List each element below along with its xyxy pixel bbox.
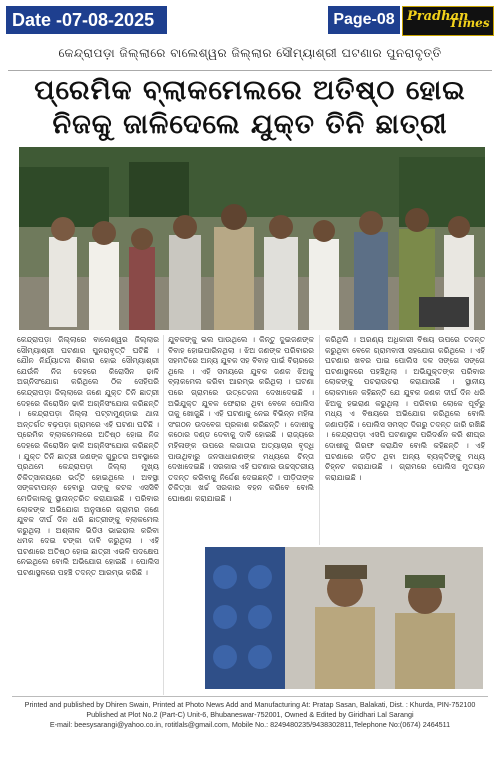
- headline-line-2: ନିଜକୁ ଜାଳିଦେଲେ ଯୁକ୍ତ ତିନି ଛାତ୍ରୀ: [52, 109, 448, 140]
- article-column-3: କରିଥିଲି । ଅରଣ୍ୟ ଅଧିକାରୀ ବିଷୟ ଉପରେ ତଦନ୍ତ କରୁଥିବା ବେଳେ ଗ୍ରାମବାସୀ ସହଯୋଗ କରିଥିଲେ । ଏହି ଘଟଣାର ଖବର ପାଇ ପୋଲିସ ଦଳ ସଙ୍ଗେ ସଙ୍ଗେ ଘଟଣାସ୍ଥଳରେ ପହଞ୍ଚିଥିଲା । ଅଭିଯୁକ୍ତଙ୍କ ପରିବାର ଲୋକଙ୍କୁ ପଚରାଉଚରା କରାଯାଉଛି । ସ୍ଥାନୀୟ ଲୋକମାନେ କହିଛନ୍ତି ଯେ ଯୁବକ ଜଣକ ଦୀର୍ଘ ଦିନ ଧରି ଝିଅକୁ ହଇରାଣ କରୁଥିଲା । ପରିବାର ଲୋକେ ପୂର୍ବରୁ ମଧ୍ୟ ଏ ବିଷୟରେ ଅଭିଯୋଗ କରିଥିଲେ ବୋଲି ଜଣାପଡ଼ିଛି । ପୋଲିସ ସମସ୍ତ ଦିଗରୁ ତଦନ୍ତ ଜାରି ରଖିଛି । କେନ୍ଦ୍ରାପଡ଼ା ଏସପି ଘଟଣାସ୍ଥଳ ପରିଦର୍ଶନ କରି ଶୀଘ୍ର ଦୋଷୀକୁ ଗିରଫ କରାଯିବ ବୋଲି କହିଛନ୍ତି । ଏହି ଘଟଣାରେ ଜଡ଼ିତ ଥିବା ଅନ୍ୟ ବ୍ୟକ୍ତିଙ୍କୁ ମଧ୍ୟ ଚିହ୍ନଟ କରାଯାଉଛି । ଗ୍ରାମରେ ପୋଲିସ ମୁତୟନ କରାଯାଇଛି ।: [325, 335, 485, 482]
- main-photo: [19, 147, 485, 330]
- secondary-photo-image: [205, 547, 483, 689]
- article-column-2: ଯୁବକଙ୍କୁ ଭଲ ପାଉଥିଲେ । କିନ୍ତୁ ଦୁଇଜଣଙ୍କ ବିବାହ ହୋଇପାରିନଥିଲା । ଝିଅ ଜଣଙ୍କ ପରିବାରର ସହମତିରେ ଅନ୍ୟ ଯୁବକ ସହ ବିବାହ ପାଇଁ ବିଚାରରେ ଥିଲେ । ଏହି ସମୟରେ ଯୁବକ ଜଣକ ଝିଅକୁ ବ୍ଲାକମେଲ କରିବା ଆରମ୍ଭ କରିଥିଲା । ଘଟଣା ପରେ ଗ୍ରାମରେ ଉତ୍ତେଜନା ଦେଖାଦେଇଛି । ଅଭିଯୁକ୍ତ ଯୁବକ ଫେରାର ଥିବା ବେଳେ ପୋଲିସ ତାକୁ ଖୋଜୁଛି । ଏହି ଘଟଣାକୁ ନେଇ ବିଭିନ୍ନ ମହିଳା ସଂଗଠନ ଉଦବେଗ ପ୍ରକାଶ କରିଛନ୍ତି । ଦୋଷୀକୁ କଠୋର ଦଣ୍ଡ ଦେବାକୁ ଦାବି ହୋଇଛି । ରାଜ୍ୟରେ ମହିଳାଙ୍କ ଉପରେ ଲଗାତାର ଅତ୍ୟାଚାର ବୃଦ୍ଧି ପାଉଥିବାରୁ ଜନସାଧାରଣଙ୍କ ମଧ୍ୟରେ ଚିନ୍ତା ଦେଖାଦେଇଛି । ସରକାର ଏହି ଘଟଣାର ଉଚ୍ଚସ୍ତରୀୟ ତଦନ୍ତ କରିବାକୁ ନିର୍ଦ୍ଦେଶ ଦେଇଛନ୍ତି । ପୀଡ଼ିତାଙ୍କ ଚିକିତ୍ସା ଖର୍ଚ୍ଚ ସରକାର ବହନ କରିବେ ବୋଲି ଘୋଷଣା କରାଯାଇଛି ।: [168, 335, 314, 503]
- article-column-1: କେନ୍ଦ୍ରାପଡ଼ା ଜିଲ୍ଲାରେ ବାଲେଶ୍ୱର ଜିଲ୍ଲାର ସୌମ୍ୟାଶ୍ରୀ ଘଟଣାର ପୁନରାବୃତ୍ତି ଘଟିଛି । ଯୌନ ନିର୍ଯ୍ୟାତନା ଶିକାର ହୋଇ ସୌମ୍ୟାଶ୍ରୀ ଯେଉଁଳି ନିଜ ଦେହରେ କିରୋସିନ ଢାଳି ଅଗ୍ନିସଂଯୋଗ କରିଥିଲେ ଠିକ ସେହିପରି କେନ୍ଦ୍ରାପଡ଼ା ଜିଲ୍ଲାରେ ଜଣେ ଯୁକ୍ତ ତିନି ଛାତ୍ରୀ ଦେହରେ କିରୋସିନ ଢାଳି ଅଗ୍ନିସଂଯୋଗ କରିଛନ୍ତି । କେନ୍ଦ୍ରାପଡ଼ା ଜିଲ୍ଲା ପଟ୍ଟାମୁଣ୍ଡାଇ ଥାନା ଅନ୍ତର୍ଗତ ବଢ଼ପଡ଼ା ଗ୍ରାମରେ ଏହି ଘଟଣା ଘଟିଛି । ପ୍ରେମିକ ବ୍ଲାକମେଲରେ ଅତିଷ୍ଠ ହୋଇ ନିଜ ଦେହରେ କିରୋସିନ ଢାଳି ଅଗ୍ନିସଂଯୋଗ କରିଛନ୍ତି । ଯୁକ୍ତ ତିନି ଛାତ୍ରୀ ଜଣଙ୍କ ଗୁରୁତର ଅବସ୍ଥାରେ ପ୍ରଥମେ କେନ୍ଦ୍ରାପଡ଼ା ଜିଲ୍ଲା ମୁଖ୍ୟ ଚିକିତ୍ସାଳୟରେ ଭର୍ତ୍ତି ହୋଇଥିଲେ । ଅବସ୍ଥା ସଙ୍କଟାପନ୍ନ ହେବାରୁ ତାଙ୍କୁ କଟକ ଏସସିବି ମେଡିକାଲକୁ ସ୍ଥାନାନ୍ତରିତ କରାଯାଇଛି । ପରିବାର ଲୋକଙ୍କ ଅଭିଯୋଗ ଅନୁସାରେ ଗ୍ରାମର ଜଣେ ଯୁବକ ଦୀର୍ଘ ଦିନ ଧରି ଛାତ୍ରୀଙ୍କୁ ବ୍ଲାକମେଲ କରୁଥିଲା । ଅଶ୍ଳୀଳ ଭିଡିଓ ଭାଇରାଲ କରିବା ଧମକ ଦେଇ ଟଙ୍କା ଦାବି କରୁଥିଲା । ଏହି ଘଟଣାରେ ଅତିଷ୍ଠ ହୋଇ ଛାତ୍ରୀ ଏଭଳି ପଦକ୍ଷେପ ନେଇଥିଲେ ବୋଲି ଅଭିଯୋଗ ହୋଇଛି । ପୋଲିସ ଘଟଣାସ୍ଥଳରେ ପହଞ୍ଚି ତଦନ୍ତ ଆରମ୍ଭ କରିଛି ।: [17, 335, 159, 578]
- divider: [12, 696, 488, 697]
- footer-contact-line: E-mail: beesysarangi@yahoo.co.in, rotitlals@gmail.com, Mobile No.: 8249480235/9438302811,Telephone No:(0674) 2464511: [49, 720, 451, 729]
- date-label: Date -07-08-2025: [6, 6, 167, 34]
- main-photo-image: [19, 147, 485, 330]
- headline-line-1: ପ୍ରେମିକ ବ୍ଲାକମେଲରେ ଅତିଷ୍ଠ ହୋଇ: [34, 75, 466, 106]
- logo-text-2: Times: [449, 16, 490, 30]
- headline: [8, 74, 492, 142]
- footer-printer-line: Printed and published by Dhiren Swain, Printed at Photo News Add and Manufacturing At: Pratap Sasan, Balakati, Dist. : Khurda, PIN-752100: [24, 700, 476, 709]
- column-divider: [163, 335, 164, 695]
- page-number: Page-08: [328, 6, 400, 34]
- footer-publisher-line: Published at Plot No.2 (Part-C) Unit-6, Bhubaneswar-752001, Owned & Edited by Giridhari Lal Sarangi: [86, 710, 414, 719]
- newspaper-logo: [402, 6, 494, 36]
- secondary-photo: [205, 547, 483, 689]
- masthead: [0, 0, 500, 42]
- kicker: କେନ୍ଦ୍ରାପଡ଼ା ଜିଲ୍ଲାରେ ବାଲେଶ୍ୱର ଜିଲ୍ଲାର ସୌମ୍ୟାଶ୍ରୀ ଘଟଣାର ପୁନରାବୃତ୍ତି: [58, 46, 442, 60]
- column-divider: [319, 335, 320, 545]
- logo-text-1: Pradhan: [407, 9, 469, 24]
- divider: [8, 70, 492, 71]
